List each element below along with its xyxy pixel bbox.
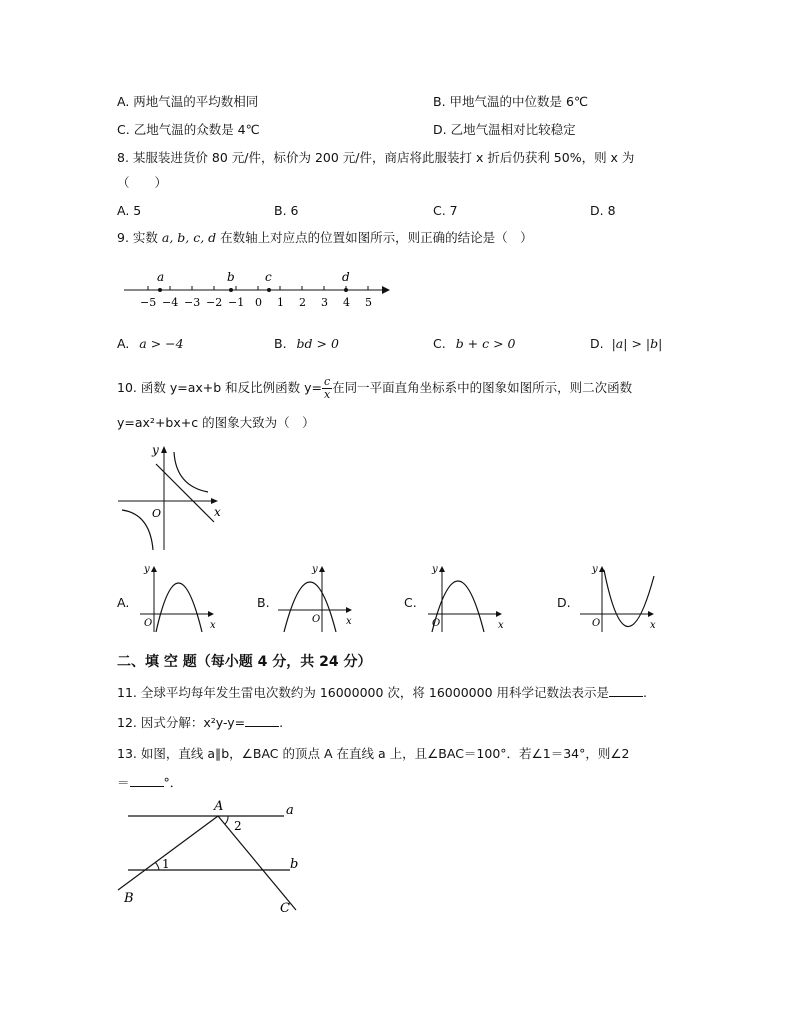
origin-label: O bbox=[592, 618, 601, 629]
q9-option-b-label: B. bbox=[274, 336, 287, 351]
axis-y-label: y bbox=[312, 564, 318, 575]
q9-option-a bbox=[117, 336, 184, 352]
q10-fraction bbox=[322, 376, 332, 401]
q13-line2-suffix: °． bbox=[163, 775, 183, 790]
section2-title: 二、填 空 题（每小题 4 分，共 24 分） bbox=[117, 654, 372, 670]
origin-label: O bbox=[152, 507, 162, 520]
point-d-dot bbox=[344, 288, 348, 292]
q11-end: . bbox=[643, 685, 647, 700]
q8-stem: 8. 某服装进货价 80 元/件，标价为 200 元/件，商店将此服装打 x 折后仍获利 50%，则 x 为 bbox=[117, 150, 635, 165]
q10-stem bbox=[117, 376, 632, 401]
q8-option-b: B. 6 bbox=[274, 203, 299, 218]
origin-label: O bbox=[312, 614, 321, 625]
x-axis-arrow bbox=[211, 498, 218, 504]
q7-option-a-text: 两地气温的平均数相同 bbox=[133, 94, 259, 109]
q12 bbox=[117, 714, 283, 731]
point-b-dot bbox=[229, 288, 233, 292]
q9-option-d bbox=[590, 336, 662, 352]
tick-label: 1 bbox=[277, 296, 284, 309]
q13-parallel-lines-figure bbox=[112, 796, 322, 918]
point-a-label: a bbox=[157, 270, 165, 284]
origin-label: O bbox=[432, 618, 441, 629]
tick-label: 4 bbox=[343, 296, 350, 309]
q11 bbox=[117, 684, 647, 701]
q12-text: 12. 因式分解：x²y-y= bbox=[117, 715, 246, 730]
q8-paren: （ ） bbox=[117, 175, 168, 190]
linear-function-line bbox=[156, 464, 214, 522]
tick-label: 3 bbox=[321, 296, 328, 309]
q7-option-c-text: 乙地气温的众数是 4℃ bbox=[133, 122, 260, 137]
axis-y-label: y bbox=[144, 564, 150, 575]
q9-stem bbox=[117, 230, 533, 246]
q9-stem-vars: a, b, c, d bbox=[161, 230, 217, 245]
q7-option-d-text: 乙地气温相对比较稳定 bbox=[450, 122, 576, 137]
tick-label: −4 bbox=[162, 296, 179, 309]
q7-option-b-text: 甲地气温的中位数是 6℃ bbox=[449, 94, 589, 109]
axis-y-label: y bbox=[152, 443, 159, 457]
q9-option-a-text: a > −4 bbox=[139, 336, 184, 351]
point-a-label: A bbox=[214, 799, 224, 814]
q10-option-a-graph bbox=[136, 562, 222, 634]
q9-option-b-text: bd > 0 bbox=[296, 336, 339, 351]
q7-option-c bbox=[117, 122, 260, 138]
number-line-arrow bbox=[382, 286, 390, 294]
tick-label: 2 bbox=[299, 296, 306, 309]
q13-line2-prefix: ＝ bbox=[117, 775, 130, 790]
q9-option-a-label: A. bbox=[117, 336, 130, 351]
axis-x-label: x bbox=[650, 620, 656, 631]
y-axis-arrow bbox=[161, 446, 167, 453]
tick-label: −3 bbox=[184, 296, 201, 309]
axis-x-label: x bbox=[214, 505, 221, 519]
q10-option-c-label: C. bbox=[404, 595, 417, 610]
q10-stem-suffix: 在同一平面直角坐标系中的图象如图所示，则二次函数 bbox=[332, 380, 633, 395]
hyperbola-branch-2 bbox=[122, 510, 153, 550]
q7-option-d bbox=[433, 122, 576, 138]
q13-line1: 13. 如图，直线 a∥b，∠BAC 的顶点 A 在直线 a 上，且∠BAC＝100°．若∠1＝34°，则∠2 bbox=[117, 746, 630, 761]
q12-answer-blank[interactable] bbox=[245, 714, 279, 727]
q13-answer-blank[interactable] bbox=[130, 774, 164, 787]
axis-y-label: y bbox=[592, 564, 598, 575]
tick-label: −2 bbox=[206, 296, 223, 309]
number-line-ticks bbox=[148, 286, 368, 290]
q10-option-a-label: A. bbox=[117, 595, 130, 610]
q8-option-d: D. 8 bbox=[590, 203, 616, 218]
q9-option-b bbox=[274, 336, 339, 352]
q10-stem-prefix: 10. 函数 y=ax+b 和反比例函数 y= bbox=[117, 380, 322, 395]
segment-ab bbox=[118, 816, 218, 890]
q10-fraction-num: c bbox=[323, 375, 331, 388]
q9-option-c-text: b + c > 0 bbox=[455, 336, 516, 351]
origin-label: O bbox=[144, 618, 153, 629]
point-b-label: b bbox=[227, 270, 235, 284]
q7-option-b bbox=[433, 94, 588, 110]
parabola-d bbox=[604, 570, 654, 627]
q7-option-c-label: C. bbox=[117, 122, 130, 137]
hyperbola-branch-1 bbox=[174, 452, 208, 492]
line-a-label: a bbox=[286, 803, 294, 818]
q7-option-d-label: D. bbox=[433, 122, 447, 137]
axis-x-label: x bbox=[210, 620, 216, 631]
q11-text: 11. 全球平均每年发生雷电次数约为 16000000 次，将 16000000 用科学记数法表示是 bbox=[117, 685, 609, 700]
q9-option-c-label: C. bbox=[433, 336, 446, 351]
point-c-dot bbox=[267, 288, 271, 292]
tick-label: −1 bbox=[228, 296, 245, 309]
number-line-figure bbox=[120, 266, 400, 310]
angle-2-label: 2 bbox=[234, 819, 242, 833]
q11-answer-blank[interactable] bbox=[609, 684, 643, 697]
q13-line2 bbox=[117, 774, 182, 791]
parabola-b bbox=[284, 582, 336, 632]
angle-1-label: 1 bbox=[162, 857, 170, 871]
axis-y-label: y bbox=[432, 564, 438, 575]
q10-option-b-label: B. bbox=[257, 595, 270, 610]
q9-stem-prefix: 9. 实数 bbox=[117, 230, 158, 245]
point-a-dot bbox=[158, 288, 162, 292]
q10-option-b-graph bbox=[274, 562, 360, 634]
q9-option-d-text: |a| > |b| bbox=[611, 336, 663, 351]
q7-option-a-label: A. bbox=[117, 94, 130, 109]
q7-option-b-label: B. bbox=[433, 94, 446, 109]
point-c-label: c bbox=[265, 270, 272, 284]
tick-label: 0 bbox=[255, 296, 262, 309]
q10-option-c-graph bbox=[424, 562, 510, 634]
angle-1-arc bbox=[155, 862, 159, 870]
point-b-label: B bbox=[124, 891, 134, 906]
q9-option-d-label: D. bbox=[590, 336, 604, 351]
angle-2-arc bbox=[225, 816, 228, 824]
axis-x-label: x bbox=[346, 616, 352, 627]
segment-ac bbox=[218, 816, 299, 910]
q9-stem-suffix: 在数轴上对应点的位置如图所示，则正确的结论是（ ） bbox=[220, 230, 533, 245]
q10-stem-line2: y=ax²+bx+c 的图象大致为（ ） bbox=[117, 415, 315, 430]
parabola-a bbox=[156, 583, 202, 632]
point-d-label: d bbox=[342, 270, 350, 284]
q10-fraction-den: x bbox=[323, 388, 331, 401]
q10-option-d-graph bbox=[576, 562, 662, 634]
line-b-label: b bbox=[290, 857, 299, 872]
point-c-label: C bbox=[280, 901, 290, 916]
q12-end: . bbox=[279, 715, 284, 730]
q8-option-a: A. 5 bbox=[117, 203, 142, 218]
tick-label: 5 bbox=[365, 296, 372, 309]
axis-x-label: x bbox=[498, 620, 504, 631]
q9-option-c bbox=[433, 336, 515, 352]
q8-option-c: C. 7 bbox=[433, 203, 458, 218]
q10-main-graph bbox=[116, 440, 226, 552]
q10-option-d-label: D. bbox=[557, 595, 571, 610]
q7-option-a bbox=[117, 94, 258, 110]
tick-label: −5 bbox=[140, 296, 157, 309]
